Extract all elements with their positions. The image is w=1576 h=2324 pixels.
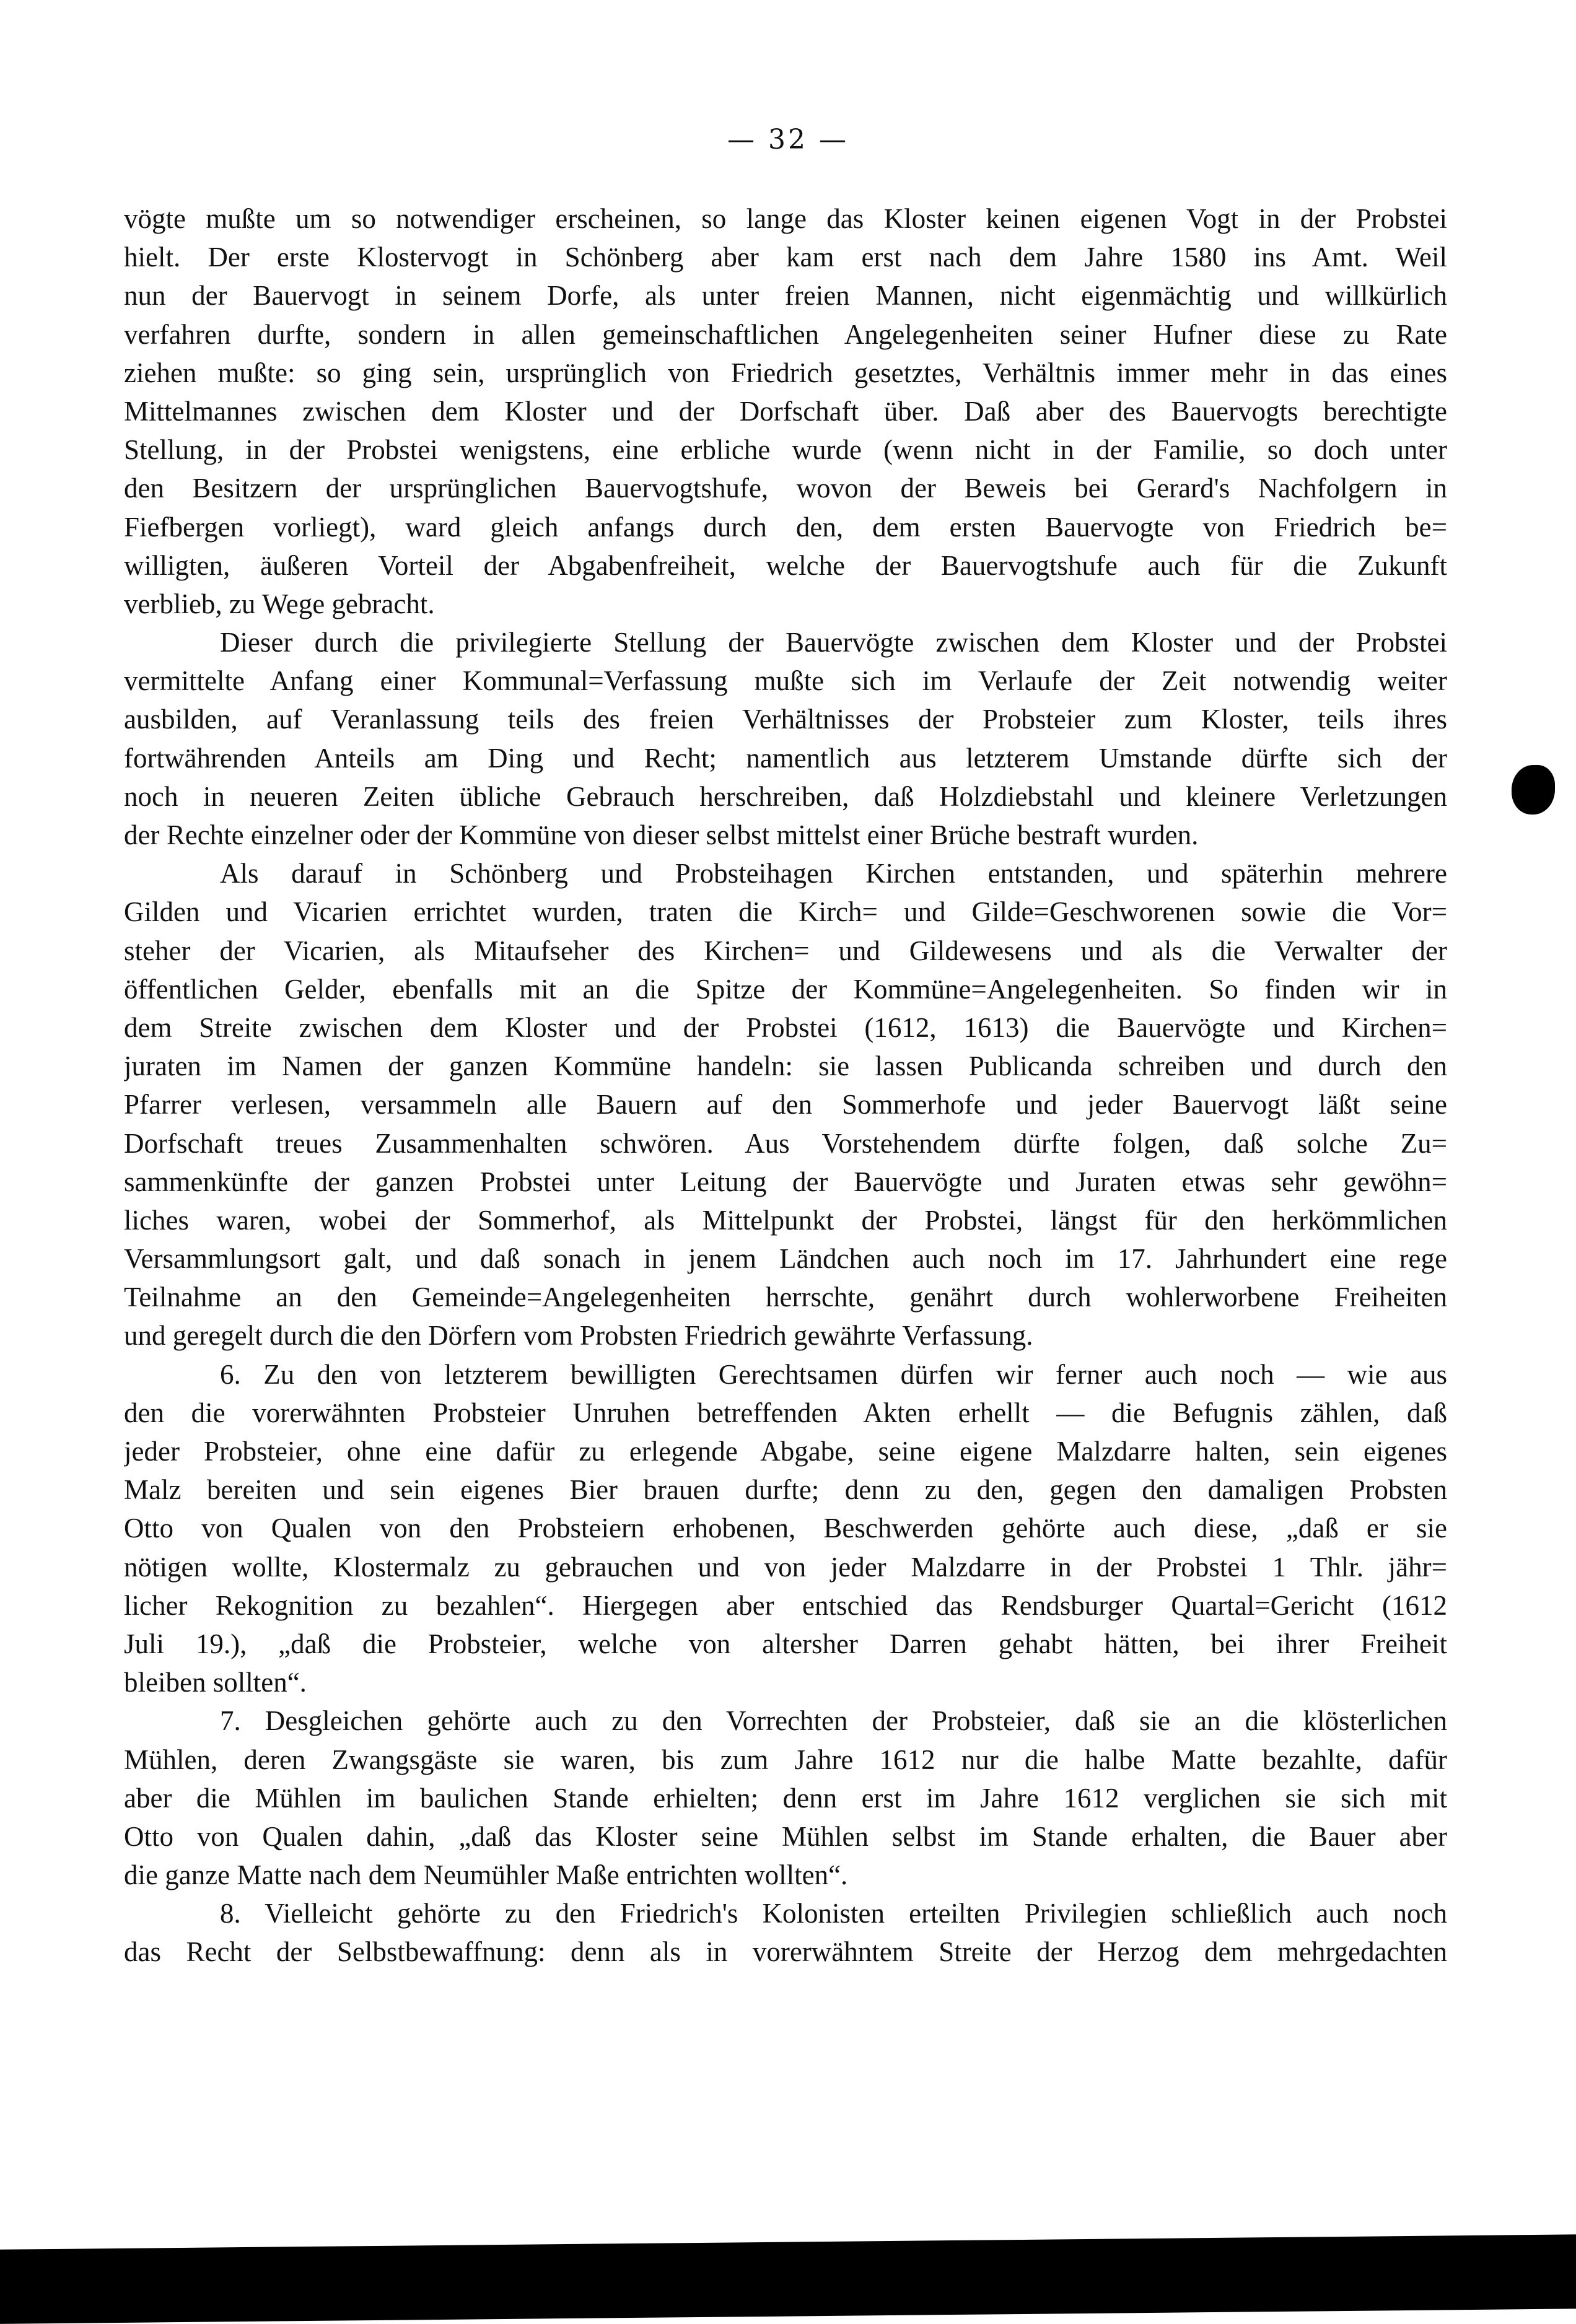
text-line: juraten im Namen der ganzen Kommüne handeln: sie lassen Publicanda schreiben und durch den: [124, 1051, 1447, 1082]
text-line: Mühlen, deren Zwangsgäste sie waren, bis zum Jahre 1612 nur die halbe Matte bezahlte, dafür: [124, 1744, 1447, 1775]
text-line: Otto von Qualen von den Probsteiern erhobenen, Beschwerden gehörte auch diese, „daß er sie: [124, 1513, 1447, 1544]
text-line: Gilden und Vicarien errichtet wurden, traten die Kirch= und Gilde=Geschworenen sowie die Vor=: [124, 896, 1447, 928]
text-line: den die vorerwähnten Probsteier Unruhen betreffenden Akten erhellt — die Befugnis zählen, daß: [124, 1397, 1447, 1428]
body-text: [124, 199, 1447, 1972]
text-line: ziehen mußte: so ging sein, ursprünglich von Friedrich gesetztes, Verhältnis immer mehr in das eines: [124, 357, 1447, 388]
scan-bottom-edge: [0, 2234, 1576, 2324]
text-line: der Rechte einzelner oder der Kommüne von dieser selbst mittelst einer Brüche bestraft wurden.: [124, 819, 1199, 850]
text-line: Malz bereiten und sein eigenes Bier brauen durfte; denn zu den, gegen den damaligen Probsten: [124, 1474, 1447, 1506]
text-line: willigten, äußeren Vorteil der Abgabenfreiheit, welche der Bauervogtshufe auch für die Zukunft: [124, 549, 1447, 581]
text-line: vermittelte Anfang einer Kommunal=Verfassung mußte sich im Verlaufe der Zeit notwendig weiter: [124, 665, 1447, 697]
page-number: — 32 —: [727, 124, 849, 155]
text-line: bleiben sollten“.: [124, 1667, 307, 1698]
text-line: Otto von Qualen dahin, „daß das Kloster seine Mühlen selbst im Stande erhalten, die Bauer aber: [124, 1820, 1447, 1852]
paragraph: [124, 854, 1447, 1355]
text-line: verblieb, zu Wege gebracht.: [124, 588, 435, 619]
text-line: aber die Mühlen im baulichen Stande erhielten; denn erst im Jahre 1612 verglichen sie sich mit: [124, 1782, 1447, 1814]
paragraph: [124, 1894, 1447, 1971]
paragraph: [124, 1702, 1447, 1894]
text-line: Dorfschaft treues Zusammenhalten schwören. Aus Vorstehendem dürfte folgen, daß solche Zu=: [124, 1127, 1447, 1159]
text-line: Versammlungsort galt, und daß sonach in jenem Ländchen auch noch im 17. Jahrhundert eine rege: [124, 1243, 1447, 1275]
text-line: hielt. Der erste Klostervogt in Schönberg aber kam erst nach dem Jahre 1580 ins Amt. Weil: [124, 242, 1447, 273]
text-line: den Besitzern der ursprünglichen Bauervogtshufe, wovon der Beweis bei Gerard's Nachfolgern in: [124, 473, 1447, 504]
text-line: Teilnahme an den Gemeinde=Angelegenheiten herrschte, genährt durch wohlerworbene Freiheiten: [124, 1282, 1447, 1313]
text-line: Juli 19.), „daß die Probsteier, welche von altersher Darren gehabt hätten, bei ihrer Freiheit: [124, 1628, 1447, 1659]
text-line: fortwährenden Anteils am Ding und Recht; namentlich aus letzterem Umstande dürfte sich der: [124, 742, 1447, 774]
text-line: Pfarrer verlesen, versammeln alle Bauern auf den Sommerhofe und jeder Bauervogt läßt seine: [124, 1089, 1447, 1120]
text-line: Dieser durch die privilegierte Stellung der Bauervögte zwischen dem Kloster und der Probstei: [220, 627, 1447, 658]
text-line: sammenkünfte der ganzen Probstei unter Leitung der Bauervögte und Juraten etwas sehr gewöhn=: [124, 1166, 1447, 1197]
scan-ink-blot: [1512, 765, 1555, 815]
text-line: 8. Vielleicht gehörte zu den Friedrich's Kolonisten erteilten Privilegien schließlich auch noch: [220, 1898, 1447, 1929]
text-line: ausbilden, auf Veranlassung teils des freien Verhältnisses der Probsteier zum Kloster, teils ihres: [124, 704, 1447, 735]
text-line: öffentlichen Gelder, ebenfalls mit an die Spitze der Kommüne=Angelegenheiten. So finden wir in: [124, 973, 1447, 1005]
text-line: das Recht der Selbstbewaffnung: denn als in vorerwähntem Streite der Herzog dem mehrgedachten: [124, 1936, 1447, 1968]
text-line: dem Streite zwischen dem Kloster und der Probstei (1612, 1613) die Bauervögte und Kirchen=: [124, 1011, 1447, 1043]
paragraph: [124, 199, 1447, 623]
text-line: Mittelmannes zwischen dem Kloster und der Dorfschaft über. Daß aber des Bauervogts berechtigte: [124, 395, 1447, 427]
text-line: liches waren, wobei der Sommerhof, als Mittelpunkt der Probstei, längst für den herkömmlichen: [124, 1204, 1447, 1236]
text-line: 7. Desgleichen gehörte auch zu den Vorrechten der Probsteier, daß sie an die klösterlichen: [220, 1705, 1447, 1737]
text-line: jeder Probsteier, ohne eine dafür zu erlegende Abgabe, seine eigene Malzdarre halten, sein eigenes: [124, 1436, 1447, 1467]
text-line: noch in neueren Zeiten übliche Gebrauch herschreiben, daß Holzdiebstahl und kleinere Verletzungen: [124, 780, 1447, 812]
paragraph: [124, 623, 1447, 854]
text-line: nötigen wollte, Klostermalz zu gebrauchen und von jeder Malzdarre in der Probstei 1 Thlr. jähr=: [124, 1551, 1447, 1583]
text-line: licher Rekognition zu bezahlen“. Hiergegen aber entschied das Rendsburger Quartal=Gericht (1612: [124, 1589, 1447, 1621]
text-line: Stellung, in der Probstei wenigstens, eine erbliche wurde (wenn nicht in der Familie, so doch unter: [124, 434, 1447, 466]
text-line: die ganze Matte nach dem Neumühler Maße entrichten wollten“.: [124, 1859, 848, 1891]
text-line: steher der Vicarien, als Mitaufseher des Kirchen= und Gildewesens und als die Verwalter der: [124, 935, 1447, 966]
text-line: 6. Zu den von letzterem bewilligten Gerechtsamen dürfen wir ferner auch noch — wie aus: [220, 1358, 1447, 1390]
text-line: nun der Bauervogt in seinem Dorfe, als unter freien Mannen, nicht eigenmächtig und willkürlich: [124, 280, 1447, 312]
text-line: und geregelt durch die den Dörfern vom Probsten Friedrich gewährte Verfassung.: [124, 1320, 1033, 1352]
text-line: Fiefbergen vorliegt), ward gleich anfangs durch den, dem ersten Bauervogte von Friedrich be=: [124, 511, 1447, 543]
text-line: vögte mußte um so notwendiger erscheinen, so lange das Kloster keinen eigenen Vogt in der Probstei: [124, 203, 1447, 234]
text-line: Als darauf in Schönberg und Probsteihagen Kirchen entstanden, und späterhin mehrere: [220, 858, 1447, 889]
text-line: verfahren durfte, sondern in allen gemeinschaftlichen Angelegenheiten seiner Hufner diese zu Rate: [124, 318, 1447, 350]
paragraph: [124, 1355, 1447, 1702]
